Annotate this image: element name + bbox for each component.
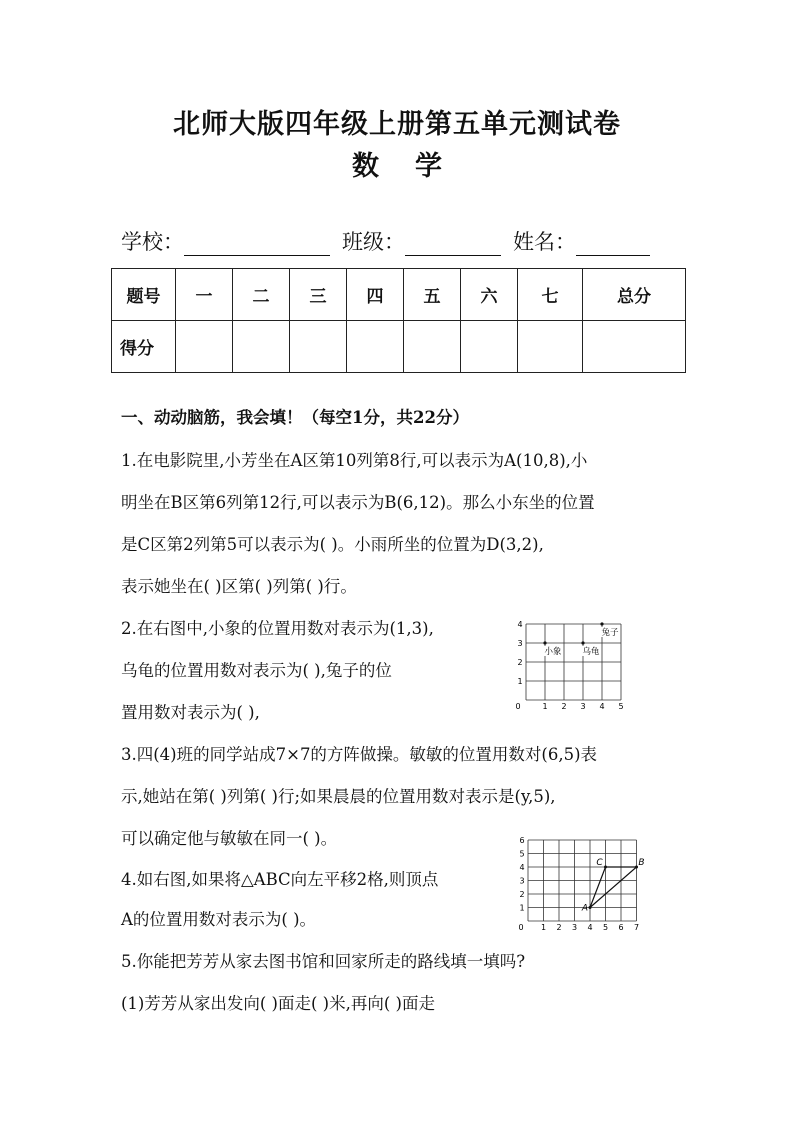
table-cell: 三 — [290, 269, 347, 321]
vertex-point — [604, 866, 607, 869]
x-tick-label: 5 — [602, 923, 609, 932]
table-cell: 得分 — [112, 321, 176, 373]
y-tick-label: 1 — [519, 903, 525, 913]
grid-point — [600, 622, 603, 625]
score-cell[interactable] — [583, 321, 686, 373]
x-tick-label: 1 — [540, 923, 547, 932]
question-line: 可以确定他与敏敏在同一( )。 — [121, 829, 338, 848]
y-tick-label: 4 — [517, 620, 523, 629]
table-cell: 四 — [347, 269, 404, 321]
table-cell: 六 — [461, 269, 518, 321]
question-line: 5.你能把芳芳从家去图书馆和回家所走的路线填一填吗? — [121, 952, 526, 971]
y-tick-label: 6 — [519, 836, 525, 845]
score-cell[interactable] — [518, 321, 583, 373]
grid-point — [543, 641, 546, 644]
x-tick-label: 3 — [580, 702, 586, 711]
vertex-label: C — [596, 858, 603, 868]
subject-title: 数学 — [352, 151, 478, 182]
name-blank[interactable] — [576, 233, 650, 256]
score-cell[interactable] — [461, 321, 518, 373]
table-cell: 总分 — [583, 269, 686, 321]
table-row-header — [112, 269, 686, 321]
question-line: 4.如右图,如果将△ABC向左平移2格,则顶点 — [121, 870, 439, 889]
x-tick-label: 0 — [518, 923, 524, 932]
question-line: 置用数对表示为( ), — [121, 703, 260, 722]
x-tick-label: 6 — [618, 923, 624, 932]
question-line: A的位置用数对表示为( )。 — [121, 910, 317, 929]
score-table — [111, 268, 686, 373]
position-grid-figure — [510, 614, 635, 712]
name-label: 姓名： — [513, 230, 576, 254]
y-tick-label: 2 — [519, 890, 525, 899]
table-row-score — [112, 321, 686, 373]
table-cell: 七 — [518, 269, 583, 321]
section-heading: 一、动动脑筋，我会填！（每空1分，共22分） — [121, 408, 469, 427]
question-line: (1)芳芳从家出发向( )面走( )米,再向( )面走 — [121, 994, 435, 1013]
triangle-grid-figure — [512, 830, 645, 934]
grid-points — [543, 622, 620, 657]
vertex-point — [589, 906, 592, 909]
table-cell: 二 — [233, 269, 290, 321]
score-cell[interactable] — [233, 321, 290, 373]
score-cell[interactable] — [290, 321, 347, 373]
question-line: 3.四(4)班的同学站成7×7的方阵做操。敏敏的位置用数对(6,5)表 — [121, 745, 598, 764]
grid-point — [581, 641, 584, 644]
y-tick-label: 3 — [517, 639, 523, 648]
school-label: 学校： — [121, 230, 184, 254]
x-tick-label: 4 — [599, 702, 605, 711]
page-title: 北师大版四年级上册第五单元测试卷 — [173, 109, 621, 140]
x-tick-label: 1 — [542, 702, 548, 711]
question-line: 乌龟的位置用数对表示为( ),兔子的位 — [121, 661, 392, 680]
question-line: 明坐在B区第6列第12行,可以表示为B(6,12)。那么小东坐的位置 — [121, 493, 595, 512]
class-blank[interactable] — [405, 233, 501, 256]
question-line: 1.在电影院里,小芳坐在A区第10列第8行,可以表示为A(10,8),小 — [121, 451, 588, 470]
table-cell: 一 — [176, 269, 233, 321]
x-tick-label: 5 — [618, 702, 624, 711]
question-line: 2.在右图中,小象的位置用数对表示为(1,3), — [121, 619, 434, 638]
y-tick-label: 5 — [519, 849, 525, 859]
vertex-label: A — [581, 903, 589, 914]
x-tick-label: 2 — [561, 702, 567, 711]
x-tick-label: 0 — [515, 702, 521, 711]
y-tick-label: 4 — [519, 863, 525, 872]
question-line: 是C区第2列第5可以表示为( )。小雨所坐的位置为D(3,2), — [121, 535, 544, 554]
triangle-abc — [581, 858, 645, 914]
point-label: 小象 — [544, 647, 562, 657]
x-tick-label: 7 — [633, 923, 640, 932]
score-cell[interactable] — [176, 321, 233, 373]
table-cell: 题号 — [112, 269, 176, 321]
point-label: 乌龟 — [582, 647, 600, 657]
question-line: 示,她站在第( )列第( )行;如果晨晨的位置用数对表示是(y,5), — [121, 787, 556, 806]
student-info — [121, 226, 650, 256]
table-cell: 五 — [404, 269, 461, 321]
triangle-shape — [590, 867, 637, 908]
class-label: 班级： — [342, 230, 405, 254]
x-tick-label: 2 — [556, 923, 562, 932]
y-tick-label: 3 — [519, 876, 525, 886]
point-label: 兔子 — [601, 628, 619, 638]
score-cell[interactable] — [404, 321, 461, 373]
x-tick-label: 3 — [571, 923, 578, 932]
y-tick-label: 2 — [517, 658, 523, 667]
question-line: 表示她坐在( )区第( )列第( )行。 — [121, 577, 357, 596]
score-cell[interactable] — [347, 321, 404, 373]
y-tick-label: 1 — [517, 677, 523, 686]
vertex-label: B — [638, 858, 645, 868]
x-tick-label: 4 — [587, 923, 593, 932]
school-blank[interactable] — [184, 233, 330, 256]
